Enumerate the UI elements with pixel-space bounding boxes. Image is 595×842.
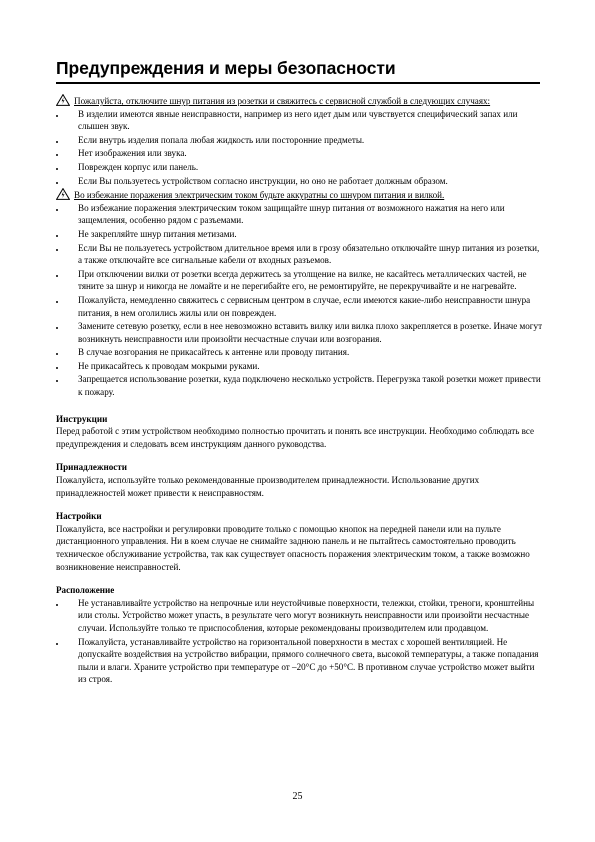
section-placement: [56, 584, 544, 686]
warning-electric-list: [56, 202, 544, 399]
list-item: Если Вы не пользуетесь устройством длительное время или в грозу обязательно отключайте шнур питания из розетки, а также отключайте все сигнальные кабели от входных разъемов.: [56, 242, 544, 267]
section-heading: Инструкции: [56, 413, 108, 424]
placement-list: [56, 597, 544, 686]
section-heading: Настройки: [56, 511, 102, 522]
list-item: Во избежание поражения электрическим током защищайте шнур питания от возможного нажатия на него или защемления, особенно рядом с разъемами.: [56, 202, 544, 227]
list-item: Не устанавливайте устройство на непрочные или неустойчивые поверхности, тележки, стойки, треноги, кронштейны или столы. Устройство может упасть, в результате чего могут возникнуть неисправности или произойти несчастные случаи. Используйте только те приспособления, которые рекомендованы производителем или продавцом.: [56, 597, 544, 635]
section-heading: Расположение: [56, 585, 115, 596]
section-text: Пожалуйста, все настройки и регулировки проводите только с помощью кнопок на передней панели или на пульте дистанционного управления. Ни в коем случае не снимайте заднюю панель и не пытайтесь самостоятельно проводить техническое обслуживание устройства, так как существует опасность поражения электрическим током, а также возможно возникновение неисправностей.: [56, 523, 530, 572]
section-accessories: [56, 461, 544, 499]
warning-triangle-icon: [56, 94, 71, 107]
list-item: Пожалуйста, немедленно свяжитесь с сервисным центром в случае, если имеются какие-либо неисправности шнура питания, в нем оголились жилы или он поврежден.: [56, 294, 544, 319]
section-text: Перед работой с этим устройством необходимо полностью прочитать и понять все инструкции. Необходимо соблюдать все предупреждения и следовать всем инструкциям данного руководства.: [56, 426, 535, 449]
section-instructions: [56, 413, 544, 451]
list-item: В случае возгорания не прикасайтесь к антенне или проводу питания.: [56, 346, 544, 359]
list-item: Нет изображения или звука.: [56, 147, 544, 160]
page-content: [56, 95, 544, 687]
warning-triangle-icon: [56, 188, 71, 201]
section-settings: [56, 510, 544, 573]
section-text: Пожалуйста, используйте только рекомендованные производителем принадлежности. Использование других принадлежностей может привести к неисправностям.: [56, 475, 480, 498]
warning-disconnect-text: Пожалуйста, отключите шнур питания из розетки и свяжитесь с сервисной службой в следующих случаях:: [74, 96, 491, 106]
list-item: Если Вы пользуетесь устройством согласно инструкции, но оно не работает должным образом.: [56, 175, 544, 188]
list-item: Пожалуйста, устанавливайте устройство на горизонтальной поверхности в местах с хорошей вентиляцией. Не допускайте воздействия на устройство вибрации, прямого солнечного света, высокой температуры, а также попадания пыли и влаги. Храните устройство при температуре от –20°C до +50°C. В противном случае устройство может выйти из строя.: [56, 636, 544, 686]
list-item: Если внутрь изделия попала любая жидкость или посторонние предметы.: [56, 134, 544, 147]
warning-disconnect-list: [56, 108, 544, 188]
page-title: Предупреждения и меры безопасности: [56, 58, 396, 78]
section-heading: Принадлежности: [56, 462, 128, 473]
warning-block-electric: [56, 189, 544, 202]
list-item: Не прикасайтесь к проводам мокрыми руками.: [56, 360, 544, 373]
list-item: Запрещается использование розетки, куда подключено несколько устройств. Перегрузка такой розетки может привести к пожару.: [56, 373, 544, 398]
list-item: Замените сетевую розетку, если в нее невозможно вставить вилку или вилка плохо закрепляется в розетке. Иначе могут возникнуть неисправности или произойти несчастные случаи или возгорания.: [56, 320, 544, 345]
warning-block-disconnect: [56, 95, 544, 108]
list-item: При отключении вилки от розетки всегда держитесь за утолщение на вилке, не касайтесь металлических частей, не тяните за шнур и никогда не ломайте и не перегибайте его, не ремонтируйте, не перекручивайте и не нагревайте.: [56, 268, 544, 293]
list-item: Поврежден корпус или панель.: [56, 161, 544, 174]
list-item: В изделии имеются явные неисправности, например из него идет дым или чувствуется специфический запах или слышен звук.: [56, 108, 544, 133]
list-item: Не закрепляйте шнур питания метизами.: [56, 228, 544, 241]
warning-electric-text: Во избежание поражения электрическим током будьте аккуратны со шнуром питания и вилкой.: [74, 190, 445, 201]
title-underline: [56, 82, 540, 84]
page-number: 25: [292, 791, 303, 802]
